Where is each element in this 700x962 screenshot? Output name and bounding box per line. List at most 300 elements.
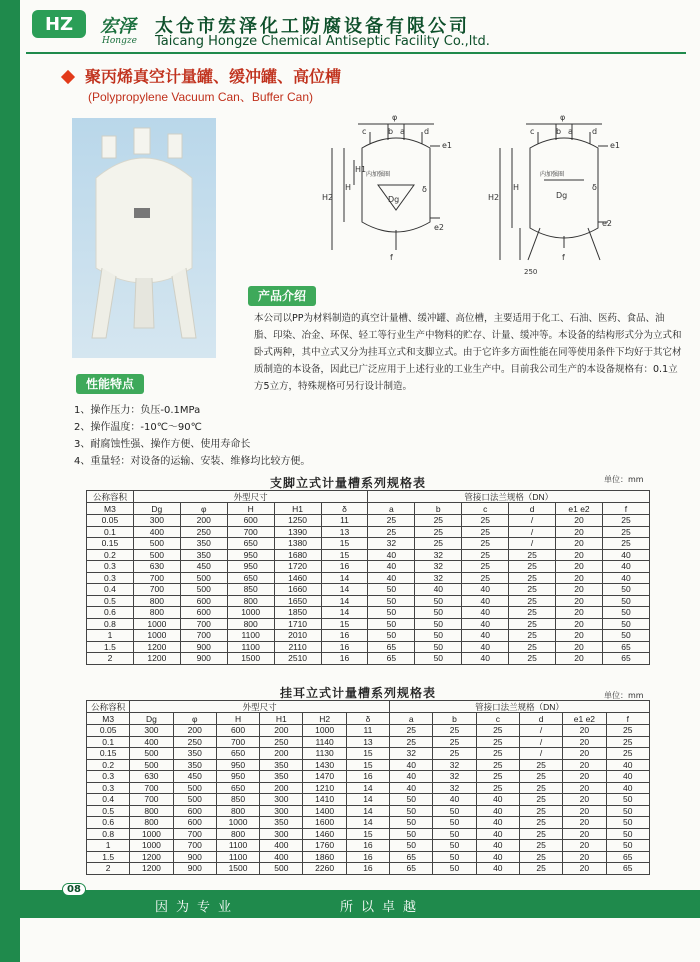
table-cell: 40 xyxy=(476,840,519,852)
table2-title: 挂耳立式计量槽系列规格表 xyxy=(280,686,437,700)
table-cell: 1430 xyxy=(303,759,346,771)
table-cell: 50 xyxy=(368,630,415,642)
table-cell: 14 xyxy=(346,817,389,829)
table-cell: 630 xyxy=(130,771,173,783)
table-cell: 25 xyxy=(476,725,519,737)
table-cell: 50 xyxy=(606,805,649,817)
table-cell: 50 xyxy=(415,595,462,607)
table-cell: 0.2 xyxy=(87,549,134,561)
table-cell: 25 xyxy=(519,817,562,829)
table-cell: 14 xyxy=(321,572,368,584)
table-cell: 0.5 xyxy=(87,805,130,817)
table-cell: 600 xyxy=(173,817,216,829)
column-header: f xyxy=(606,713,649,725)
table-row xyxy=(87,840,650,852)
company-name-en: Taicang Hongze Chemical Antiseptic Facility Co.,ltd. xyxy=(155,34,490,49)
table-cell: 40 xyxy=(476,851,519,863)
inner-ring-2: 内加强圈 xyxy=(540,171,565,178)
features-list xyxy=(74,402,310,470)
dim-f-2: f xyxy=(562,253,565,262)
table-cell: 300 xyxy=(260,805,303,817)
table-cell: 40 xyxy=(433,794,476,806)
intro-text: 本公司以PP为材料制造的真空计量槽、缓冲罐、高位槽，主要适用于化工、石油、医药、食品、油脂、印染、冶金、环保、轻工等行业生产中物料的贮存、计量、缓冲等。本设备的结构形式分为立式和卧式两种，其中立式又分为挂耳立式和支脚立式。由于它许多方面性能在同等使用条件下均好于其它材质制造的本设备，因此已广泛应用于上述行业的工业生产中。目前我公司生产的本设备规格有：0.1立方5立方，特殊规格可另行设计制造。 xyxy=(254,313,682,392)
table-cell: 16 xyxy=(346,851,389,863)
table-cell: 1100 xyxy=(216,840,259,852)
table-cell: 50 xyxy=(433,805,476,817)
table-cell: 65 xyxy=(368,653,415,665)
dim-h-2: H xyxy=(513,183,520,192)
table-cell: 0.1 xyxy=(87,526,134,538)
table-cell: 1410 xyxy=(303,794,346,806)
table-cell: 25 xyxy=(462,538,509,550)
table-cell: 250 xyxy=(173,736,216,748)
table-cell: 25 xyxy=(519,805,562,817)
table-cell: 1000 xyxy=(216,817,259,829)
table-cell: 65 xyxy=(606,863,649,875)
table-cell: 50 xyxy=(368,607,415,619)
table-row xyxy=(87,572,650,584)
table-cell: 40 xyxy=(415,584,462,596)
table-cell: 11 xyxy=(321,515,368,527)
dim-e1-2: e1 xyxy=(610,141,621,150)
table-cell: 1200 xyxy=(133,641,180,653)
table-cell: 400 xyxy=(130,736,173,748)
table-cell: 1000 xyxy=(227,607,274,619)
table-cell: 50 xyxy=(606,794,649,806)
column-header: d xyxy=(519,713,562,725)
table-row xyxy=(87,526,650,538)
table-cell: 40 xyxy=(462,641,509,653)
table-cell: 15 xyxy=(321,618,368,630)
table-cell: 1850 xyxy=(274,607,321,619)
column-header: e1 e2 xyxy=(563,713,606,725)
table-cell: 1500 xyxy=(216,863,259,875)
dim-a-2: a xyxy=(568,127,573,136)
table-cell: 25 xyxy=(368,515,415,527)
table-cell: 500 xyxy=(130,748,173,760)
column-header: c xyxy=(462,503,509,515)
table-cell: 1200 xyxy=(130,851,173,863)
table-cell: 32 xyxy=(415,561,462,573)
table-cell: 400 xyxy=(133,526,180,538)
table-cell: 500 xyxy=(133,549,180,561)
table-cell: 500 xyxy=(180,584,227,596)
table-cell: 200 xyxy=(260,725,303,737)
column-header: H2 xyxy=(303,713,346,725)
table-cell: 50 xyxy=(368,584,415,596)
dim-e2-2: e2 xyxy=(602,219,613,228)
table-cell: 25 xyxy=(519,851,562,863)
table-row xyxy=(87,653,650,665)
table-cell: 20 xyxy=(556,607,603,619)
table-cell: 800 xyxy=(133,607,180,619)
table-cell: 40 xyxy=(602,561,649,573)
table-cell: 25 xyxy=(415,515,462,527)
table-cell: 25 xyxy=(509,630,556,642)
table-cell: 20 xyxy=(556,595,603,607)
dim-h1: H1 xyxy=(355,165,367,174)
column-header: φ xyxy=(173,713,216,725)
column-header: b xyxy=(415,503,462,515)
table-cell: 15 xyxy=(346,748,389,760)
table-cell: 700 xyxy=(173,840,216,852)
table-cell: 450 xyxy=(180,561,227,573)
table-cell: 20 xyxy=(563,736,606,748)
table-row xyxy=(87,725,650,737)
table-cell: 20 xyxy=(556,526,603,538)
table-cell: 950 xyxy=(227,561,274,573)
table-cell: 40 xyxy=(368,561,415,573)
table-cell: 25 xyxy=(606,725,649,737)
dim-e1: e1 xyxy=(442,141,453,150)
table-cell: 50 xyxy=(433,817,476,829)
table-cell: 20 xyxy=(556,549,603,561)
table-cell: 25 xyxy=(415,538,462,550)
product-title-cn: 聚丙烯真空计量罐、缓冲罐、高位槽 xyxy=(85,67,342,86)
table-cell: 850 xyxy=(216,794,259,806)
table-cell: 25 xyxy=(509,584,556,596)
table-cell: 50 xyxy=(606,817,649,829)
table-cell: 25 xyxy=(476,771,519,783)
table-cell: 40 xyxy=(462,618,509,630)
table-cell: 40 xyxy=(462,653,509,665)
table-cell: 1400 xyxy=(303,805,346,817)
table-cell: 500 xyxy=(133,538,180,550)
table-cell: 650 xyxy=(227,572,274,584)
table-cell: 14 xyxy=(346,805,389,817)
dim-delta: δ xyxy=(422,185,427,194)
table-cell: 1000 xyxy=(303,725,346,737)
table-cell: 65 xyxy=(602,653,649,665)
table-cell: 1000 xyxy=(133,618,180,630)
dim-250: 250 xyxy=(524,268,538,276)
table-cell: 500 xyxy=(173,782,216,794)
table-cell: 65 xyxy=(606,851,649,863)
table-cell: 40 xyxy=(476,828,519,840)
table-cell: 350 xyxy=(180,549,227,561)
table-cell: 25 xyxy=(433,748,476,760)
table-cell: 800 xyxy=(216,828,259,840)
table-cell: 450 xyxy=(173,771,216,783)
table-cell: 1000 xyxy=(130,840,173,852)
table-cell: 32 xyxy=(433,771,476,783)
column-header: a xyxy=(368,503,415,515)
table-cell: 40 xyxy=(390,759,433,771)
table-cell: 50 xyxy=(433,863,476,875)
table-cell: 50 xyxy=(390,794,433,806)
table-cell: 500 xyxy=(260,863,303,875)
table-cell: 50 xyxy=(433,851,476,863)
dim-phi-2: φ xyxy=(560,113,566,122)
table-cell: 14 xyxy=(321,584,368,596)
column-header: H1 xyxy=(260,713,303,725)
table-cell: 700 xyxy=(180,618,227,630)
dim-phi: φ xyxy=(392,113,398,122)
table-cell: 700 xyxy=(180,630,227,642)
table-cell: 1720 xyxy=(274,561,321,573)
table-cell: 40 xyxy=(476,805,519,817)
table-cell: 25 xyxy=(476,782,519,794)
spec-table-lug xyxy=(86,700,650,875)
header-flange: 管接口法兰规格（DN） xyxy=(390,701,650,713)
dim-delta-2: δ xyxy=(592,183,597,192)
table-cell: 20 xyxy=(563,863,606,875)
table-cell: 200 xyxy=(180,515,227,527)
table-cell: 20 xyxy=(556,515,603,527)
table-row xyxy=(87,630,650,642)
table-cell: 850 xyxy=(227,584,274,596)
table-cell: 700 xyxy=(216,736,259,748)
table-cell: 950 xyxy=(227,549,274,561)
table-cell: 0.05 xyxy=(87,725,130,737)
table-cell: 25 xyxy=(509,607,556,619)
slogan-left: 因为专业 xyxy=(155,900,240,915)
table-cell: 50 xyxy=(606,840,649,852)
table-cell: 0.8 xyxy=(87,828,130,840)
table-row xyxy=(87,863,650,875)
dim-h2: H2 xyxy=(322,193,334,202)
header-divider xyxy=(26,52,686,54)
dim-b-2: b xyxy=(556,127,562,136)
table-cell: 0.2 xyxy=(87,759,130,771)
header-capacity-unit: M3 xyxy=(87,713,130,725)
table-cell: 650 xyxy=(216,748,259,760)
table-row xyxy=(87,748,650,760)
table-cell: 600 xyxy=(216,725,259,737)
table-cell: 0.3 xyxy=(87,561,134,573)
table-cell: 25 xyxy=(390,725,433,737)
table-cell: 1460 xyxy=(303,828,346,840)
column-header: δ xyxy=(321,503,368,515)
table-cell: 25 xyxy=(476,736,519,748)
column-header: H xyxy=(227,503,274,515)
table-cell: 40 xyxy=(606,782,649,794)
table-cell: 16 xyxy=(346,771,389,783)
table-row xyxy=(87,641,650,653)
table-cell: 25 xyxy=(606,736,649,748)
table-cell: 500 xyxy=(130,759,173,771)
table-cell: 700 xyxy=(130,782,173,794)
product-title-en: (Polypropylene Vacuum Can、Buffer Can) xyxy=(88,90,314,104)
diagram-support-leg xyxy=(318,110,458,275)
table-cell: 50 xyxy=(602,595,649,607)
table1-unit: 单位：mm xyxy=(604,475,644,484)
table-cell: 25 xyxy=(519,863,562,875)
table-cell: 500 xyxy=(173,794,216,806)
table-cell: 1500 xyxy=(227,653,274,665)
table-row xyxy=(87,595,650,607)
table-row xyxy=(87,817,650,829)
table-row xyxy=(87,771,650,783)
table-cell: 50 xyxy=(602,607,649,619)
table-cell: 20 xyxy=(556,561,603,573)
table-cell: 15 xyxy=(346,759,389,771)
table-cell: 350 xyxy=(173,759,216,771)
table-cell: 25 xyxy=(462,572,509,584)
table-cell: 700 xyxy=(227,526,274,538)
table-cell: 800 xyxy=(216,805,259,817)
table-cell: 2110 xyxy=(274,641,321,653)
tank-illustration xyxy=(72,118,216,358)
table-cell: 250 xyxy=(260,736,303,748)
table-cell: 20 xyxy=(556,584,603,596)
table-cell: 1200 xyxy=(133,653,180,665)
table-cell: 650 xyxy=(227,538,274,550)
table-cell: 32 xyxy=(415,549,462,561)
table-cell: 50 xyxy=(368,595,415,607)
table-cell: 65 xyxy=(390,863,433,875)
dim-c-2: c xyxy=(530,127,535,136)
table-cell: 1380 xyxy=(274,538,321,550)
table-cell: 900 xyxy=(180,653,227,665)
table-cell: 250 xyxy=(180,526,227,538)
table-cell: 40 xyxy=(602,572,649,584)
table-row xyxy=(87,851,650,863)
table-cell: 50 xyxy=(415,607,462,619)
table-cell: 600 xyxy=(173,805,216,817)
table-cell: 350 xyxy=(173,748,216,760)
table-cell: 16 xyxy=(321,561,368,573)
table-cell: 1470 xyxy=(303,771,346,783)
table-cell: 25 xyxy=(509,595,556,607)
table-cell: 200 xyxy=(260,748,303,760)
table-cell: 40 xyxy=(368,572,415,584)
table-cell: 20 xyxy=(563,794,606,806)
table-cell: 800 xyxy=(227,595,274,607)
table-cell: / xyxy=(519,748,562,760)
table-cell: 0.3 xyxy=(87,572,134,584)
table-cell: 25 xyxy=(602,526,649,538)
table-cell: 65 xyxy=(390,851,433,863)
table-cell: 300 xyxy=(260,794,303,806)
feature-item: 3、耐腐蚀性强、操作方便、使用寿命长 xyxy=(74,439,251,450)
dim-h: H xyxy=(345,183,352,192)
column-header: H1 xyxy=(274,503,321,515)
table-cell: 25 xyxy=(509,641,556,653)
header-capacity: 公称容积 xyxy=(87,701,130,713)
table-cell: 0.6 xyxy=(87,817,130,829)
column-header: a xyxy=(390,713,433,725)
table-cell: 630 xyxy=(133,561,180,573)
table-cell: 25 xyxy=(509,572,556,584)
table-cell: 0.3 xyxy=(87,782,130,794)
table-cell: 800 xyxy=(130,805,173,817)
table-cell: 0.5 xyxy=(87,595,134,607)
table-cell: 50 xyxy=(368,618,415,630)
table-cell: 14 xyxy=(346,782,389,794)
table-cell: 50 xyxy=(390,805,433,817)
table-cell: 700 xyxy=(173,828,216,840)
table-cell: 25 xyxy=(462,515,509,527)
table-cell: 500 xyxy=(180,572,227,584)
dim-dg-2: Dg xyxy=(556,191,568,200)
table-cell: 25 xyxy=(519,828,562,840)
table-cell: 20 xyxy=(563,817,606,829)
table-cell: 1140 xyxy=(303,736,346,748)
table-cell: 600 xyxy=(180,595,227,607)
table-cell: 50 xyxy=(415,618,462,630)
table-cell: 14 xyxy=(321,607,368,619)
table-cell: 25 xyxy=(509,618,556,630)
table-cell: 40 xyxy=(602,549,649,561)
table-cell: 800 xyxy=(130,817,173,829)
slogan-right: 所以卓越 xyxy=(340,900,425,915)
table-cell: 2260 xyxy=(303,863,346,875)
table-cell: 13 xyxy=(346,736,389,748)
table-row xyxy=(87,736,650,748)
table-cell: 25 xyxy=(476,759,519,771)
table-cell: 25 xyxy=(433,725,476,737)
table-cell: 1660 xyxy=(274,584,321,596)
table-cell: 20 xyxy=(563,805,606,817)
table-cell: 700 xyxy=(130,794,173,806)
table2-unit: 单位：mm xyxy=(604,691,644,700)
table-row xyxy=(87,618,650,630)
table-cell: 1000 xyxy=(130,828,173,840)
table-cell: 16 xyxy=(321,630,368,642)
table-cell: 25 xyxy=(602,515,649,527)
table-cell: 600 xyxy=(227,515,274,527)
dim-e2: e2 xyxy=(434,223,445,232)
header-capacity: 公称容积 xyxy=(87,491,134,503)
table-cell: 11 xyxy=(346,725,389,737)
table-cell: 1460 xyxy=(274,572,321,584)
table-cell: 40 xyxy=(462,595,509,607)
table-cell: 20 xyxy=(556,538,603,550)
table-cell: 20 xyxy=(556,653,603,665)
table-cell: 0.4 xyxy=(87,584,134,596)
table-cell: 20 xyxy=(563,851,606,863)
logo-mark: HZ xyxy=(32,10,86,38)
table-row xyxy=(87,794,650,806)
table-cell: 25 xyxy=(606,748,649,760)
column-header: e1 e2 xyxy=(556,503,603,515)
table-cell: 650 xyxy=(216,782,259,794)
table-cell: 25 xyxy=(602,538,649,550)
table-cell: 0.05 xyxy=(87,515,134,527)
table-cell: 25 xyxy=(476,748,519,760)
table-cell: 32 xyxy=(390,748,433,760)
table-cell: 800 xyxy=(133,595,180,607)
table-cell: 50 xyxy=(433,840,476,852)
table-cell: 25 xyxy=(519,759,562,771)
table-cell: 40 xyxy=(368,549,415,561)
column-header: δ xyxy=(346,713,389,725)
page-number: 08 xyxy=(62,883,86,896)
logo-english: Hongze xyxy=(102,36,137,46)
table-cell: 20 xyxy=(556,641,603,653)
table-cell: 15 xyxy=(321,538,368,550)
table-cell: 25 xyxy=(368,526,415,538)
table-cell: 1130 xyxy=(303,748,346,760)
table-cell: 20 xyxy=(556,630,603,642)
table-cell: 400 xyxy=(260,840,303,852)
table-cell: 25 xyxy=(519,794,562,806)
table-cell: 50 xyxy=(433,828,476,840)
table-cell: 300 xyxy=(133,515,180,527)
table-cell: 1200 xyxy=(130,863,173,875)
table-cell: 1600 xyxy=(303,817,346,829)
table-row xyxy=(87,549,650,561)
table-cell: 2510 xyxy=(274,653,321,665)
dim-f: f xyxy=(390,253,393,262)
table-cell: 700 xyxy=(133,572,180,584)
table-cell: 1100 xyxy=(227,641,274,653)
table-cell: / xyxy=(519,736,562,748)
table-cell: 1210 xyxy=(303,782,346,794)
table-row xyxy=(87,515,650,527)
column-header: c xyxy=(476,713,519,725)
